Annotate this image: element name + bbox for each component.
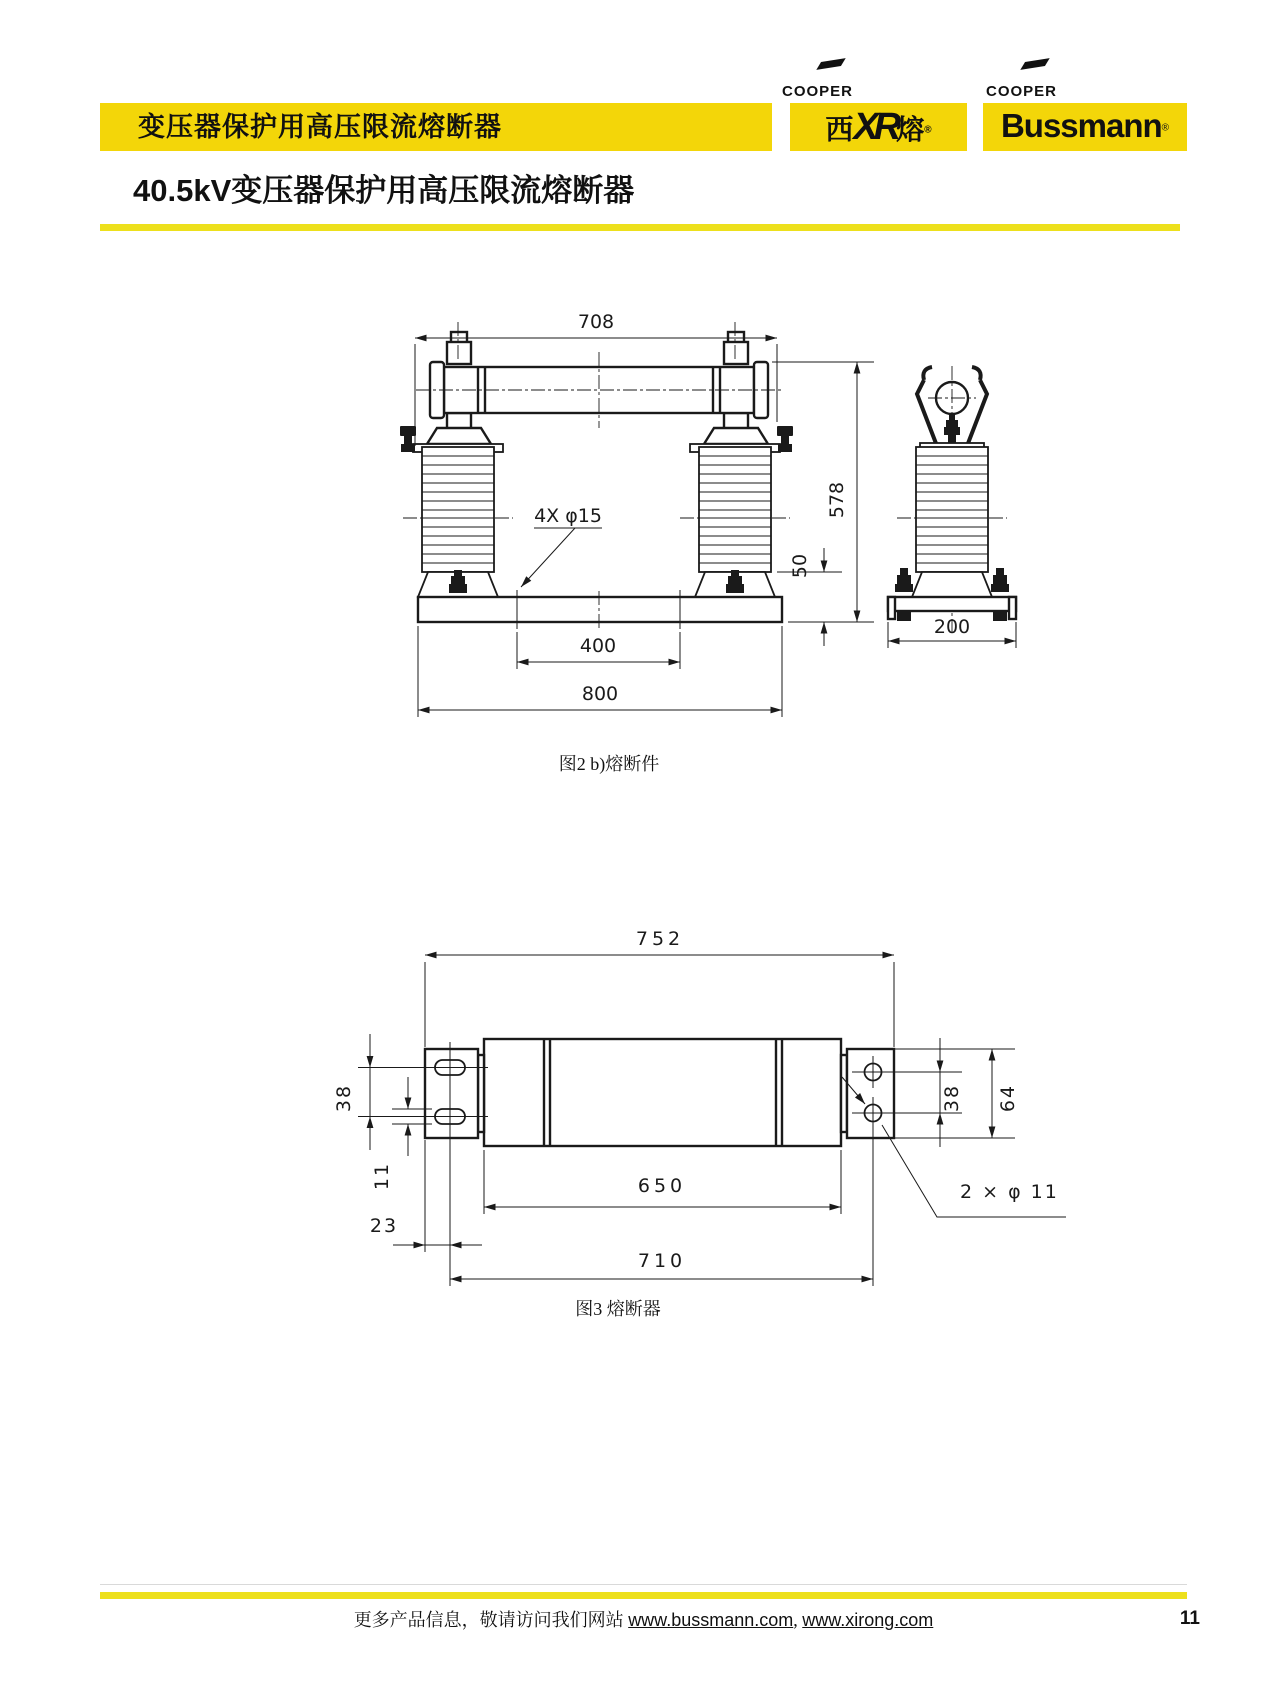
- fig2-side-view: [888, 366, 1016, 648]
- title-rule: [100, 224, 1180, 231]
- cooper-flag-icon: [1020, 58, 1049, 70]
- dim-650: 650: [637, 1175, 687, 1197]
- registered-mark: ®: [1161, 122, 1170, 134]
- dim-578: 578: [826, 481, 848, 519]
- dim-23: 23: [369, 1215, 399, 1237]
- dim-38-right: 38: [941, 1083, 963, 1113]
- footer-separator: ,: [793, 1610, 803, 1630]
- page-number: 11: [1179, 1608, 1200, 1629]
- page-title: 40.5kV变压器保护用高压限流熔断器: [133, 173, 635, 208]
- fig2-front-view: [400, 311, 874, 717]
- xirong-url-link[interactable]: www.xirong.com: [802, 1610, 934, 1630]
- bussmann-logo-block: [983, 103, 1187, 151]
- xirong-xi: 西: [825, 114, 854, 145]
- dim-11: 11: [371, 1161, 393, 1191]
- xirong-logo: [790, 103, 967, 159]
- figure2-caption: 图2 b)熔断件: [558, 754, 660, 774]
- cooper-flag-icon: [816, 58, 845, 70]
- figure3-drawing: [320, 930, 1080, 1290]
- registered-mark: ®: [924, 124, 932, 136]
- cooper-logo: [986, 66, 1096, 100]
- dim-400: 400: [579, 635, 617, 657]
- footer-grey-rule: [100, 1584, 1187, 1585]
- footer-yellow-rule: [100, 1592, 1187, 1599]
- xirong-logo-block: [790, 103, 967, 151]
- figure3-caption: 图3 熔断器: [575, 1299, 661, 1319]
- cooper-label: COOPER: [986, 83, 1058, 100]
- xirong-rong: 熔: [896, 114, 925, 145]
- header-bar: [100, 103, 772, 151]
- dim-holes-label: 4X φ15: [534, 505, 602, 527]
- cooper-label: COOPER: [782, 83, 854, 100]
- fig3-fuse-body: [358, 1039, 962, 1286]
- dim-50: 50: [789, 553, 811, 579]
- dim-752: 752: [635, 930, 685, 950]
- footer-prefix: 更多产品信息，敬请访问我们网站: [353, 1610, 629, 1630]
- cooper-logo: [782, 66, 892, 100]
- bussmann-logo: Bussmann: [1000, 107, 1162, 144]
- figure2-drawing: [160, 270, 1040, 740]
- dim-38-left: 38: [333, 1083, 355, 1113]
- dim-holes-label: 2 × φ 11: [960, 1181, 1059, 1203]
- bussmann-url-link[interactable]: www.bussmann.com: [628, 1610, 794, 1630]
- footer-text: [100, 1606, 1187, 1632]
- xirong-xr-icon: XR: [853, 106, 897, 148]
- header-product-line: 变压器保护用高压限流熔断器: [138, 112, 502, 142]
- dim-800: 800: [581, 683, 619, 705]
- dim-708: 708: [577, 311, 615, 333]
- dim-64: 64: [997, 1083, 1019, 1113]
- dim-710: 710: [637, 1250, 687, 1272]
- dim-200: 200: [933, 616, 971, 638]
